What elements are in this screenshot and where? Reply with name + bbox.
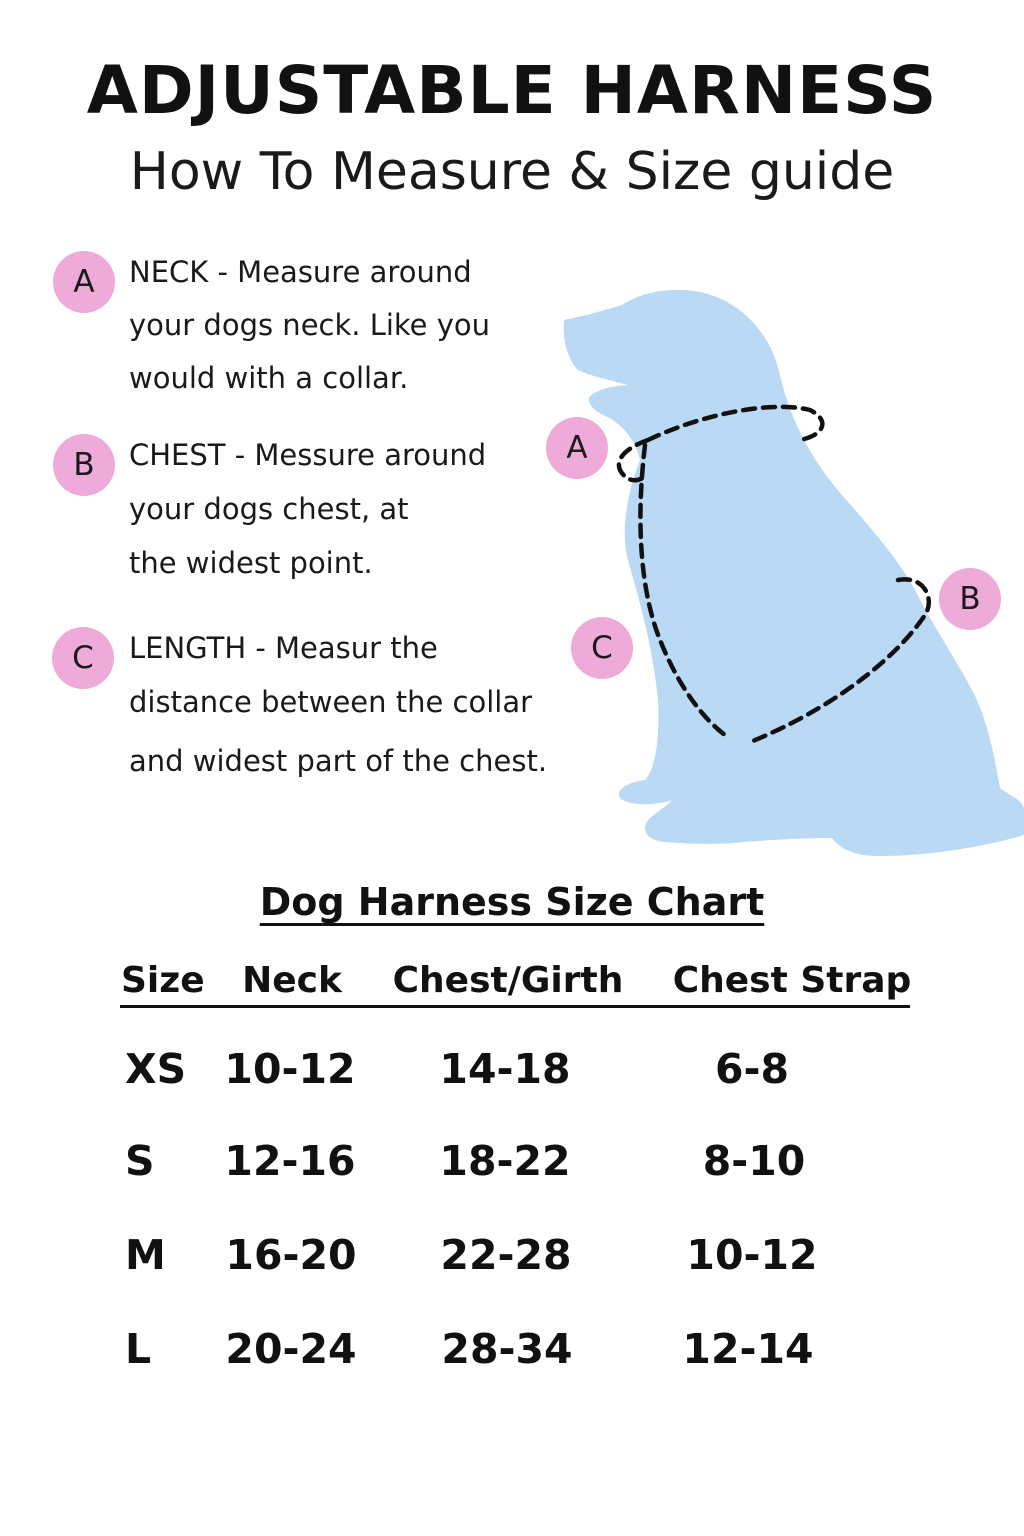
instruction-line: and widest part of the chest. xyxy=(129,744,548,778)
cell-size: XS xyxy=(125,1045,187,1093)
cell-size: L xyxy=(125,1325,152,1373)
cell-chest-girth: 28-34 xyxy=(441,1325,573,1373)
cell-neck: 10-12 xyxy=(224,1045,356,1093)
cell-neck: 12-16 xyxy=(224,1137,356,1185)
cell-chest-girth: 14-18 xyxy=(439,1045,571,1093)
cell-chest-strap: 12-14 xyxy=(682,1325,814,1373)
cell-neck: 20-24 xyxy=(225,1325,357,1373)
diagram-badge-a: A xyxy=(546,417,608,479)
cell-chest-strap: 6-8 xyxy=(714,1045,790,1093)
cell-neck: 16-20 xyxy=(225,1231,357,1279)
badge-b: B xyxy=(53,434,115,496)
cell-chest-girth: 22-28 xyxy=(440,1231,572,1279)
instruction-line: would with a collar. xyxy=(129,361,409,395)
header-chest-girth: Chest/Girth xyxy=(392,960,624,1001)
diagram-badge-b: B xyxy=(939,568,1001,630)
badge-c: C xyxy=(52,627,114,689)
instruction-line: the widest point. xyxy=(129,546,373,580)
cell-chest-girth: 18-22 xyxy=(439,1137,571,1185)
instruction-line: your dogs neck. Like you xyxy=(129,308,491,342)
instruction-line: NECK - Measure around xyxy=(129,255,472,289)
header-divider xyxy=(120,1005,910,1008)
dog-silhouette-diagram xyxy=(540,280,1024,860)
instruction-line: LENGTH - Measur the xyxy=(129,631,438,665)
instruction-line: CHEST - Messure around xyxy=(129,438,487,472)
instruction-line: distance between the collar xyxy=(129,685,533,719)
size-chart-title: Dog Harness Size Chart xyxy=(259,880,765,924)
cell-size: S xyxy=(125,1137,155,1185)
header-neck: Neck xyxy=(242,960,342,1001)
instruction-line: your dogs chest, at xyxy=(129,492,409,526)
diagram-badge-c: C xyxy=(571,617,633,679)
page-title: ADJUSTABLE HARNESS xyxy=(86,52,938,129)
cell-chest-strap: 10-12 xyxy=(686,1231,818,1279)
badge-a: A xyxy=(53,251,115,313)
page-subtitle: How To Measure & Size guide xyxy=(129,142,895,202)
header-chest-strap: Chest Strap xyxy=(672,960,912,1001)
cell-size: M xyxy=(125,1231,166,1279)
header-size: Size xyxy=(121,960,205,1001)
cell-chest-strap: 8-10 xyxy=(702,1137,806,1185)
